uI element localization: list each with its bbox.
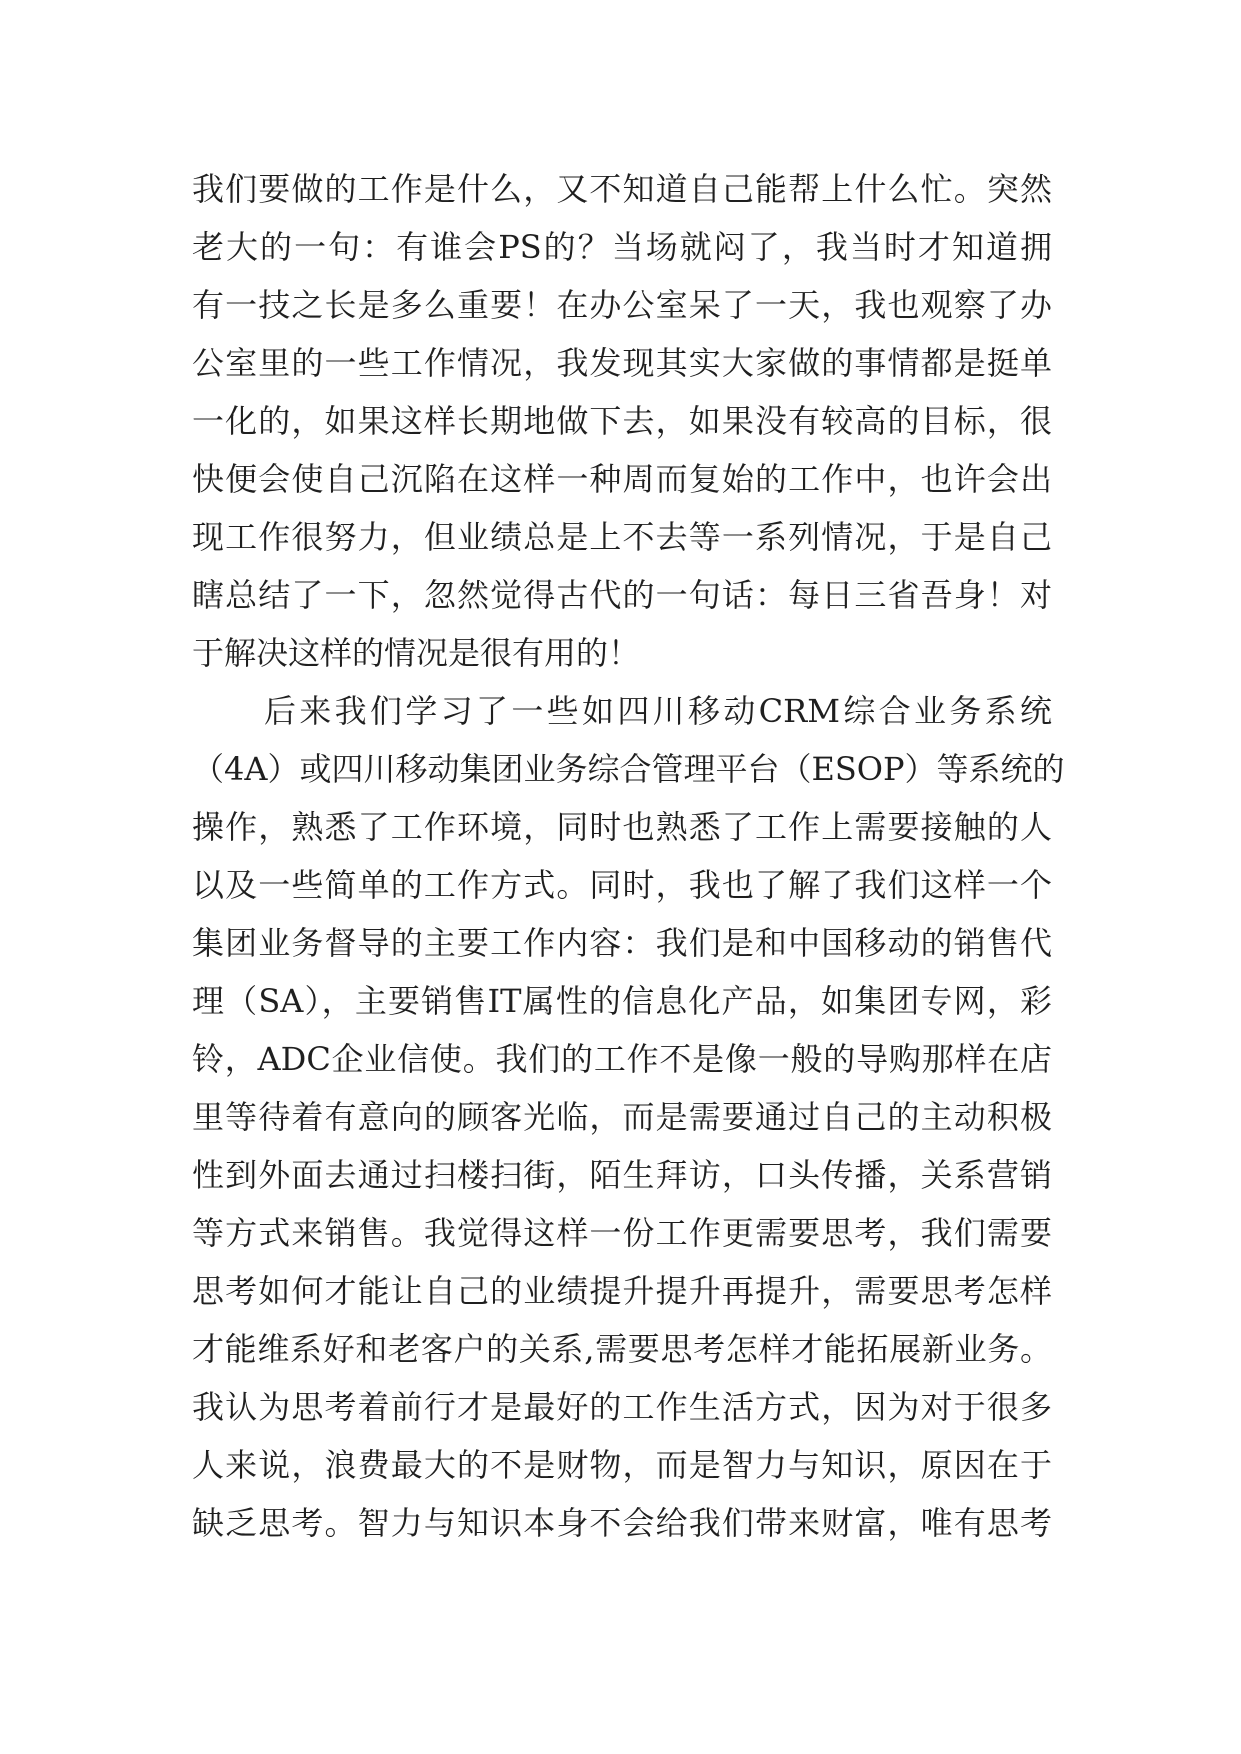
text-line: 思考如何才能让自己的业绩提升提升再提升，需要思考怎样 [192,1272,1052,1310]
text-line: 集团业务督导的主要工作内容：我们是和中国移动的销售代 [192,924,1052,962]
text-line: 理（SA），主要销售IT属性的信息化产品，如集团专网，彩 [192,982,1052,1020]
text-line: 才能维系好和老客户的关系,需要思考怎样才能拓展新业务。 [192,1330,1052,1368]
text-line: 瞎总结了一下，忽然觉得古代的一句话：每日三省吾身！对 [192,576,1052,614]
text-line: （4A）或四川移动集团业务综合管理平台（ESOP）等系统的 [192,750,1065,788]
text-line: 里等待着有意向的顾客光临，而是需要通过自己的主动积极 [192,1098,1052,1136]
body-text [192,160,1065,1552]
paragraph-first-line: 后来我们学习了一些如四川移动CRM综合业务系统 [264,692,1052,730]
text-line: 有一技之长是多么重要！在办公室呆了一天，我也观察了办 [192,286,1052,324]
text-line: 于解决这样的情况是很有用的！ [192,634,641,672]
text-line: 我认为思考着前行才是最好的工作生活方式，因为对于很多 [192,1388,1052,1426]
text-line: 铃，ADC企业信使。我们的工作不是像一般的导购那样在店 [192,1040,1052,1078]
text-line: 人来说，浪费最大的不是财物，而是智力与知识，原因在于 [192,1446,1052,1484]
text-line: 等方式来销售。我觉得这样一份工作更需要思考，我们需要 [192,1214,1052,1252]
text-line: 我们要做的工作是什么，又不知道自己能帮上什么忙。突然 [192,170,1052,208]
text-line: 老大的一句：有谁会PS的？当场就闷了，我当时才知道拥 [192,228,1052,266]
text-line: 缺乏思考。智力与知识本身不会给我们带来财富，唯有思考 [192,1504,1052,1542]
text-line: 现工作很努力，但业绩总是上不去等一系列情况，于是自己 [192,518,1052,556]
text-line: 一化的，如果这样长期地做下去，如果没有较高的目标，很 [192,402,1052,440]
text-line: 快便会使自己沉陷在这样一种周而复始的工作中，也许会出 [192,460,1052,498]
text-line: 操作，熟悉了工作环境，同时也熟悉了工作上需要接触的人 [192,808,1052,846]
text-line: 公室里的一些工作情况，我发现其实大家做的事情都是挺单 [192,344,1052,382]
text-line: 以及一些简单的工作方式。同时，我也了解了我们这样一个 [192,866,1052,904]
text-line: 性到外面去通过扫楼扫街，陌生拜访，口头传播，关系营销 [192,1156,1052,1194]
